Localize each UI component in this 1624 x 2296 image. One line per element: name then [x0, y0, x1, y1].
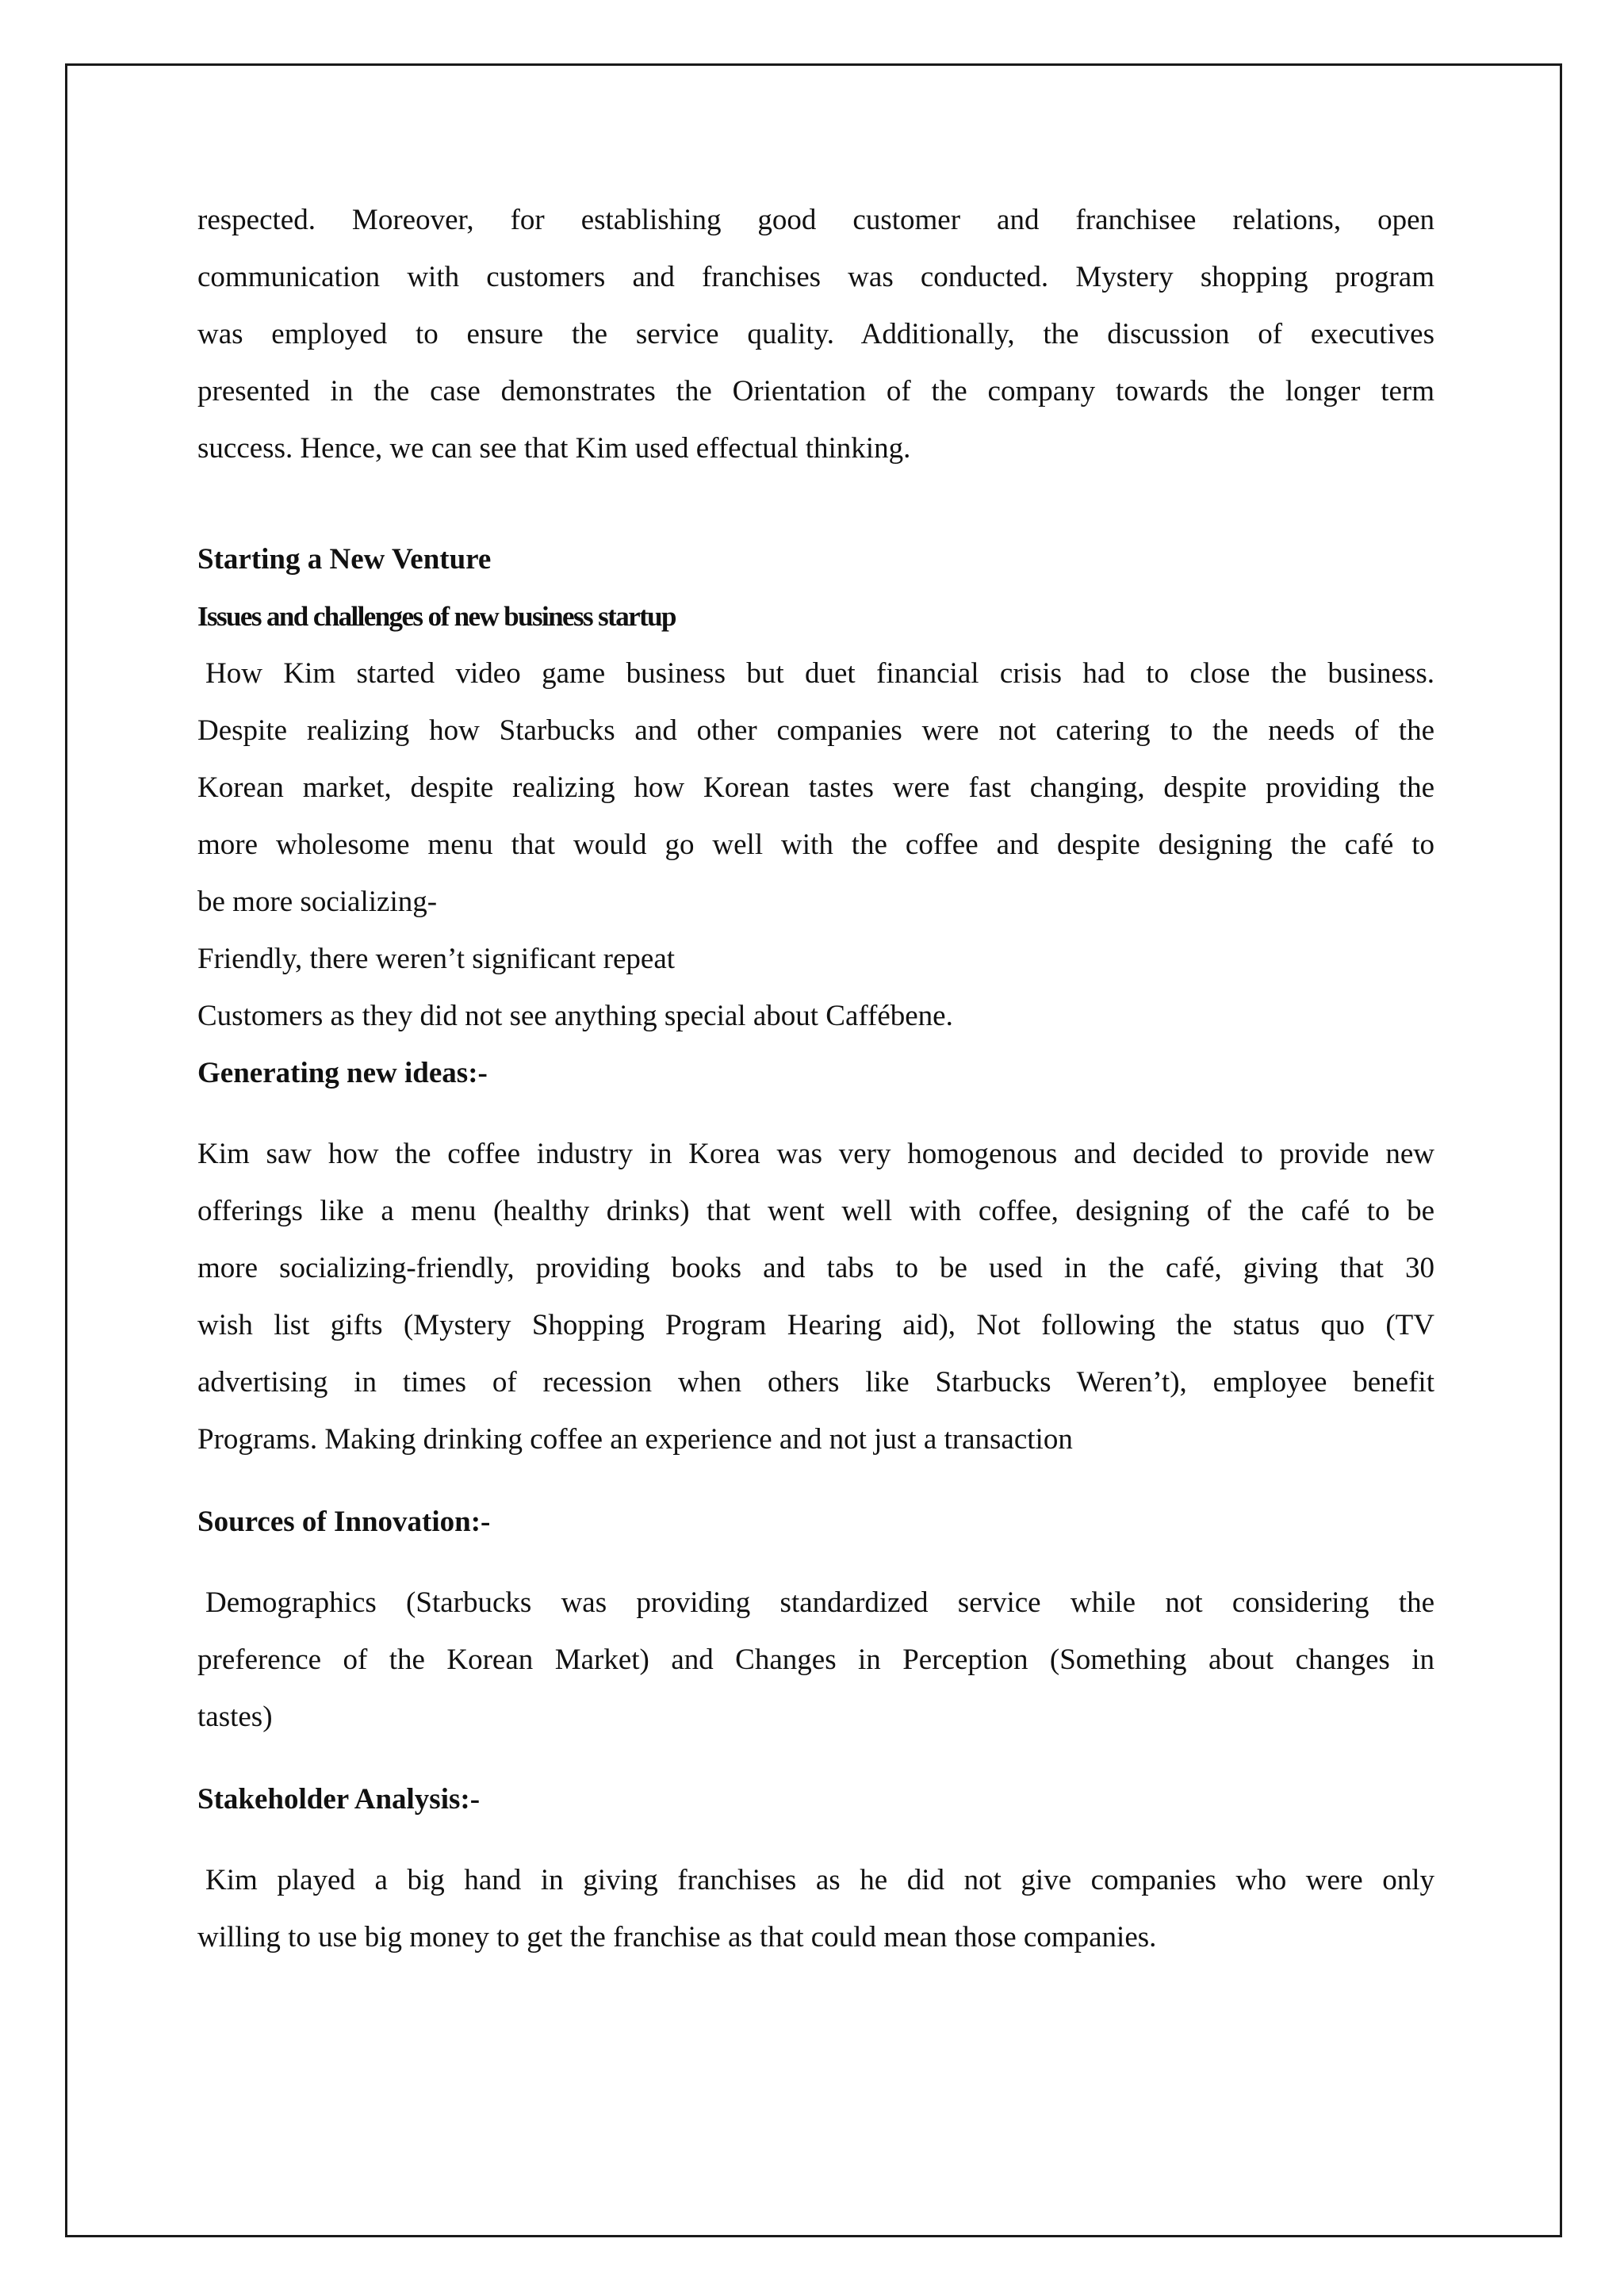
- stakeholder-analysis-paragraph: [197, 1852, 1434, 1966]
- generating-ideas-paragraph: [197, 1126, 1434, 1468]
- paragraph-line: offerings like a menu (healthy drinks) that went well with coffee, designing of the café to be: [197, 1195, 1434, 1227]
- paragraph-line: success. Hence, we can see that Kim used effectual thinking.: [197, 432, 911, 465]
- intro-paragraph: [197, 192, 1434, 477]
- paragraph-line: be more socializing-: [197, 886, 438, 918]
- challenges-heading: Issues and challenges of new business startup: [197, 601, 676, 632]
- paragraph-line: Korean market, despite realizing how Korean tastes were fast changing, despite providing the: [197, 771, 1434, 804]
- paragraph-line: Despite realizing how Starbucks and other companies were not catering to the needs of the: [197, 714, 1434, 747]
- customers-line: Customers as they did not see anything special about Caffébene.: [197, 1000, 953, 1032]
- document-body: [197, 192, 1434, 1966]
- paragraph-line: advertising in times of recession when others like Starbucks Weren’t), employee benefit: [197, 1366, 1434, 1399]
- paragraph-line: communication with customers and franchises was conducted. Mystery shopping program: [197, 261, 1434, 293]
- paragraph-line: willing to use big money to get the franchise as that could mean those companies.: [197, 1921, 1157, 1954]
- paragraph-line: more wholesome menu that would go well with the coffee and despite designing the café to: [197, 828, 1434, 861]
- paragraph-line: more socializing-friendly, providing books and tabs to be used in the café, giving that 30: [197, 1252, 1434, 1284]
- paragraph-line: Kim saw how the coffee industry in Korea was very homogenous and decided to provide new: [197, 1138, 1434, 1170]
- paragraph-line: was employed to ensure the service quality. Additionally, the discussion of executives: [197, 318, 1434, 350]
- stakeholder-analysis-heading: Stakeholder Analysis:-: [197, 1783, 481, 1816]
- paragraph-line: How Kim started video game business but duet financial crisis had to close the business.: [205, 657, 1434, 690]
- paragraph-line: Kim played a big hand in giving franchises as he did not give companies who were only: [205, 1864, 1434, 1896]
- section-title: Starting a New Venture: [197, 543, 492, 576]
- sources-of-innovation-heading: Sources of Innovation:-: [197, 1506, 491, 1538]
- sources-of-innovation-paragraph: [197, 1575, 1434, 1746]
- friendly-line: Friendly, there weren’t significant repeat: [197, 943, 676, 975]
- paragraph-line: respected. Moreover, for establishing good customer and franchisee relations, open: [197, 204, 1434, 236]
- paragraph-line: Demographics (Starbucks was providing standardized service while not considering the: [205, 1586, 1434, 1619]
- paragraph-line: Programs. Making drinking coffee an experience and not just a transaction: [197, 1423, 1073, 1456]
- paragraph-line: presented in the case demonstrates the Orientation of the company towards the longer term: [197, 375, 1434, 408]
- generating-ideas-heading: Generating new ideas:-: [197, 1057, 488, 1089]
- challenges-paragraph: [197, 645, 1434, 931]
- paragraph-line: tastes): [197, 1701, 273, 1733]
- paragraph-line: wish list gifts (Mystery Shopping Program Hearing aid), Not following the status quo (TV: [197, 1309, 1434, 1341]
- paragraph-line: preference of the Korean Market) and Changes in Perception (Something about changes in: [197, 1644, 1434, 1676]
